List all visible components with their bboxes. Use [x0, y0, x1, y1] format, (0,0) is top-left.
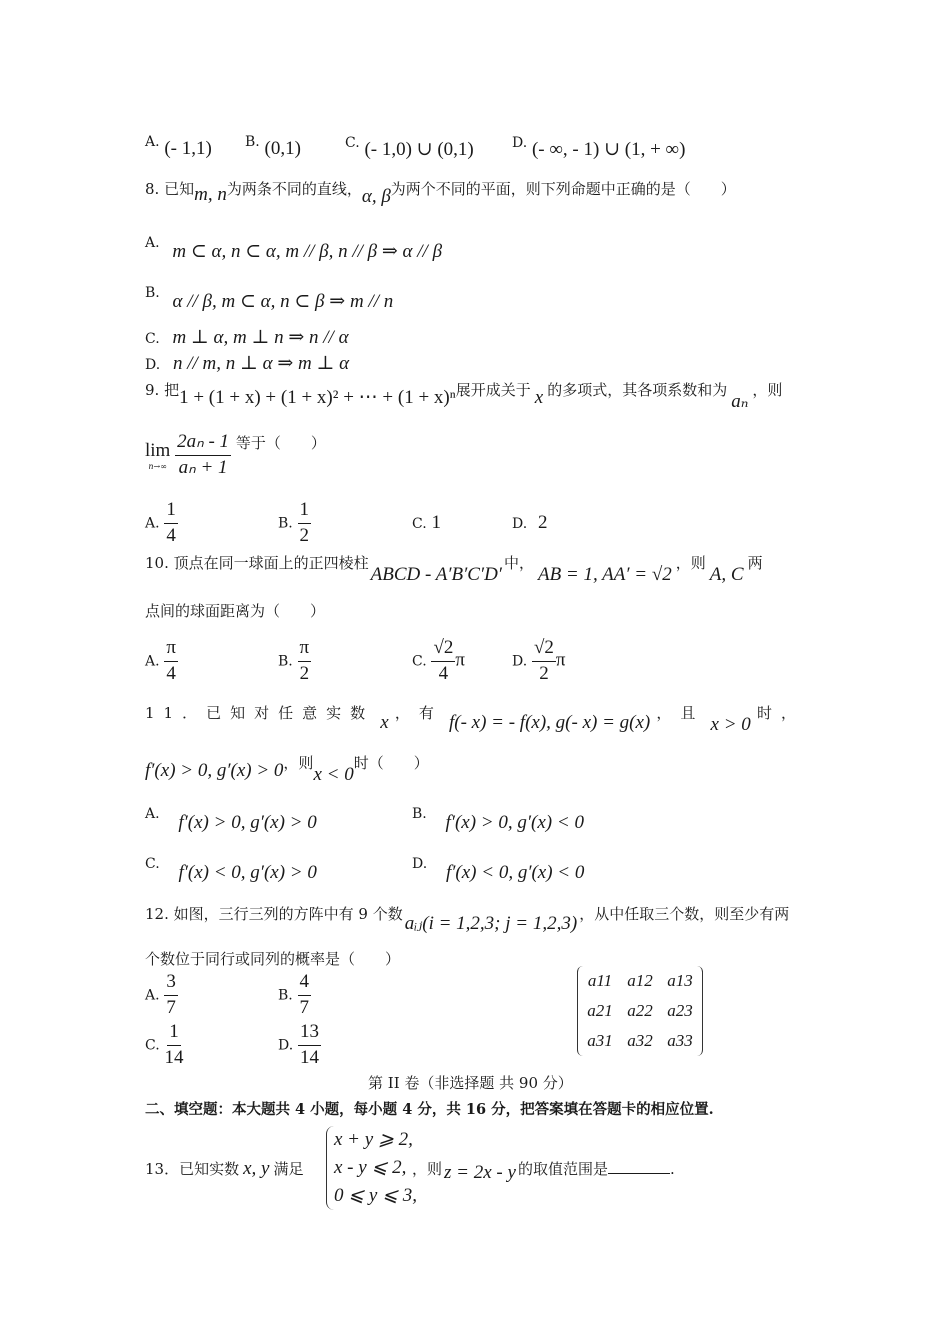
- q11-math: x: [380, 712, 389, 733]
- matrix-cell: a11: [587, 971, 613, 990]
- q7-option-a: [145, 130, 212, 159]
- option-denominator: 14: [164, 1046, 184, 1068]
- q12-option-b: [278, 972, 311, 1019]
- q9-math: aₙ: [731, 391, 749, 412]
- option-tail: π: [555, 649, 566, 671]
- option-label: D.: [412, 856, 428, 872]
- option-numerator: 13: [298, 1022, 321, 1046]
- q13-math: x, y: [243, 1158, 270, 1179]
- option-numerator: 4: [298, 972, 312, 996]
- matrix-cell: a31: [587, 1031, 613, 1050]
- q12-stem: [145, 902, 790, 934]
- limit-subscript: n→∞: [148, 461, 167, 471]
- q9-text: 的多项式，其各项系数和为: [547, 381, 728, 399]
- q11-text: ，则: [283, 754, 314, 772]
- q11-option-d: [412, 852, 585, 883]
- option-numerator: 1: [167, 1022, 181, 1046]
- q12-matrix: [577, 966, 703, 1056]
- q13-text: 13．已知实数: [145, 1160, 240, 1178]
- limit-denominator: aₙ + 1: [178, 456, 228, 478]
- q12-option-c: [145, 1022, 183, 1069]
- q9-text: ，则: [752, 381, 783, 399]
- q10-math: A, C: [709, 564, 744, 585]
- matrix-cell: a13: [667, 971, 693, 990]
- q11-option-a: [145, 802, 317, 833]
- option-numerator: 1: [298, 500, 312, 524]
- q9-limit: [145, 432, 326, 479]
- q12-math: aᵢⱼ(i = 1,2,3; j = 1,2,3): [404, 913, 578, 934]
- q10-math: ABCD - A′B′C′D′: [370, 564, 502, 585]
- option-denominator: 7: [299, 996, 310, 1018]
- q8-option-a: [145, 230, 443, 262]
- limit-symbol: lim: [145, 439, 171, 461]
- option-label: D.: [145, 357, 161, 373]
- matrix-cell: a33: [667, 1031, 693, 1050]
- option-value: 1: [431, 512, 441, 533]
- option-expr: f′(x) < 0, g′(x) > 0: [178, 862, 317, 883]
- option-expr: (- 1,0) ∪ (0,1): [364, 139, 474, 160]
- option-label: C.: [145, 331, 160, 347]
- matrix-cell: a22: [627, 1001, 653, 1020]
- q12-text: 12. 如图，三行三列的方阵中有 9 个数: [145, 905, 403, 923]
- q13-constraint: x - y ⩽ 2,: [334, 1157, 407, 1178]
- q11-text: 时（ ）: [353, 754, 429, 772]
- option-expr: (- ∞, - 1) ∪ (1, + ∞): [531, 139, 686, 160]
- q13-constraint: 0 ⩽ y ⩽ 3,: [334, 1185, 418, 1206]
- option-label: D.: [512, 653, 528, 670]
- option-expr: m ⊂ α, n ⊂ α, m // β, n // β ⇒ α // β: [172, 241, 443, 262]
- q13-text: 的取值范围是: [517, 1160, 608, 1178]
- q11-math: f′(x) > 0, g′(x) > 0: [145, 760, 284, 781]
- option-numerator: 3: [164, 972, 178, 996]
- q10-text: 中，: [503, 554, 534, 572]
- option-label: B.: [412, 806, 427, 822]
- option-expr: (0,1): [264, 138, 301, 159]
- option-label: A.: [145, 134, 160, 150]
- q13-text: .: [669, 1160, 675, 1178]
- option-label: A.: [145, 653, 160, 670]
- q11-text: 11．已知对任意实数: [145, 704, 375, 722]
- option-denominator: 7: [166, 996, 176, 1018]
- q11-text: ，有: [394, 704, 443, 722]
- q8-text: 为两个不同的平面，则下列命题中正确的是（ ）: [390, 180, 736, 198]
- option-denominator: 2: [539, 662, 549, 684]
- q13-system: [334, 1126, 417, 1210]
- answer-blank[interactable]: [608, 1173, 670, 1174]
- option-expr: f′(x) > 0, g′(x) > 0: [178, 812, 317, 833]
- q12-line2: 个数位于同行或同列的概率是（ ）: [145, 950, 401, 968]
- option-numerator: π: [164, 638, 178, 662]
- option-denominator: 2: [299, 524, 310, 546]
- option-expr: m ⊥ α, m ⊥ n ⇒ n // α: [172, 327, 349, 348]
- option-denominator: 14: [299, 1046, 319, 1068]
- q12-option-d: [278, 1022, 321, 1069]
- q13-constraint: x + y ⩾ 2,: [334, 1129, 413, 1150]
- section-heading: 二、填空题：本大题共 4 小题，每小题 4 分，共 16 分，把答案填在答题卡的相应位置.: [145, 1101, 714, 1118]
- q11-stem: [145, 702, 805, 735]
- option-denominator: 2: [299, 662, 310, 684]
- option-value: 2: [537, 512, 548, 533]
- option-numerator: √2: [532, 638, 556, 662]
- option-expr: f′(x) > 0, g′(x) < 0: [445, 812, 584, 833]
- section-title: 第 II 卷（非选择题 共 90 分）: [368, 1074, 573, 1092]
- option-numerator: π: [298, 638, 312, 662]
- option-numerator: √2: [431, 638, 455, 662]
- option-denominator: 4: [166, 662, 176, 684]
- option-denominator: 4: [438, 662, 449, 684]
- q10-math: AB = 1, AA′ = √2: [537, 564, 672, 585]
- option-label: C.: [145, 856, 160, 872]
- option-label: C.: [345, 135, 360, 151]
- option-label: A.: [145, 235, 160, 251]
- q8-text: 8. 已知: [145, 180, 195, 198]
- option-label: A.: [145, 515, 160, 532]
- option-label: A.: [145, 987, 160, 1004]
- q11-option-b: [412, 802, 584, 833]
- q9-text: 9. 把: [145, 381, 180, 399]
- q10-option-c: [412, 638, 465, 685]
- q10-text: ，则: [675, 554, 706, 572]
- option-expr: n // m, n ⊥ α ⇒ m ⊥ α: [172, 353, 350, 374]
- matrix-cell: a12: [627, 971, 653, 990]
- q10-option-b: [278, 638, 311, 685]
- q8-math: α, β: [361, 186, 391, 207]
- q11-text: ，且: [656, 704, 705, 722]
- option-expr: f′(x) < 0, g′(x) < 0: [445, 862, 585, 883]
- q9-text: 展开成关于: [455, 381, 531, 399]
- q8-math: m, n: [194, 184, 227, 205]
- q13-math: z = 2x - y: [444, 1162, 516, 1183]
- matrix-cell: a23: [667, 1001, 693, 1020]
- limit-numerator: 2aₙ - 1: [175, 432, 231, 456]
- q9-text: 等于（ ）: [235, 434, 326, 452]
- option-label: C.: [145, 1037, 160, 1054]
- q11-line2: [145, 752, 429, 785]
- q10-line2: 点间的球面距离为（ ）: [145, 602, 326, 620]
- q10-option-a: [145, 638, 178, 685]
- option-expr: (- 1,1): [164, 138, 212, 159]
- q13-stem-post: [412, 1158, 675, 1183]
- option-label: C.: [412, 516, 427, 532]
- q8-stem: [145, 178, 736, 207]
- q8-option-d: [145, 352, 349, 375]
- q10-text: 10. 顶点在同一球面上的正四棱柱: [145, 554, 369, 572]
- q7-option-d: [512, 130, 686, 160]
- option-numerator: 1: [164, 500, 178, 524]
- q13-text: 满足: [273, 1160, 304, 1178]
- q9-math: 1 + (1 + x) + (1 + x)² + ⋯ + (1 + x)ⁿ: [179, 387, 456, 408]
- q9-option-c: [412, 512, 441, 534]
- option-label: B.: [278, 515, 293, 532]
- q10-stem: [145, 552, 763, 585]
- q9-option-a: [145, 500, 178, 547]
- q11-math: x > 0: [710, 714, 751, 735]
- option-tail: π: [455, 649, 465, 671]
- q8-option-b: [145, 280, 394, 312]
- q10-text: 两: [747, 554, 763, 572]
- option-label: B.: [278, 653, 293, 670]
- q8-text: 为两条不同的直线，: [226, 180, 362, 198]
- q11-option-c: [145, 852, 317, 883]
- q11-text: 时，: [756, 704, 805, 722]
- matrix-cell: a21: [587, 1001, 613, 1020]
- option-label: B.: [145, 285, 160, 301]
- q11-math: x < 0: [313, 764, 354, 785]
- option-denominator: 4: [166, 524, 176, 546]
- matrix-cell: a32: [627, 1031, 653, 1050]
- q9-math: x: [534, 387, 544, 408]
- option-label: B.: [245, 134, 260, 150]
- option-label: A.: [145, 806, 160, 822]
- q10-option-d: [512, 638, 566, 685]
- option-label: B.: [278, 987, 293, 1004]
- option-label: D.: [278, 1037, 294, 1054]
- q12-option-a: [145, 972, 178, 1019]
- option-expr: α // β, m ⊂ α, n ⊂ β ⇒ m // n: [172, 291, 394, 312]
- q12-text: ，从中任取三个数，则至少有两: [579, 905, 790, 923]
- q9-option-b: [278, 500, 311, 547]
- option-label: D.: [512, 135, 528, 151]
- q7-option-b: [245, 130, 301, 159]
- q8-option-c: [145, 326, 349, 349]
- option-label: C.: [412, 653, 427, 670]
- q7-option-c: [345, 130, 474, 160]
- q9-option-d: [512, 512, 547, 534]
- option-label: D.: [512, 516, 528, 532]
- q9-stem: [145, 378, 783, 412]
- q13-stem-pre: [145, 1158, 303, 1180]
- q11-math: f(- x) = - f(x), g(- x) = g(x): [448, 712, 651, 733]
- q13-text: ，则: [412, 1160, 443, 1178]
